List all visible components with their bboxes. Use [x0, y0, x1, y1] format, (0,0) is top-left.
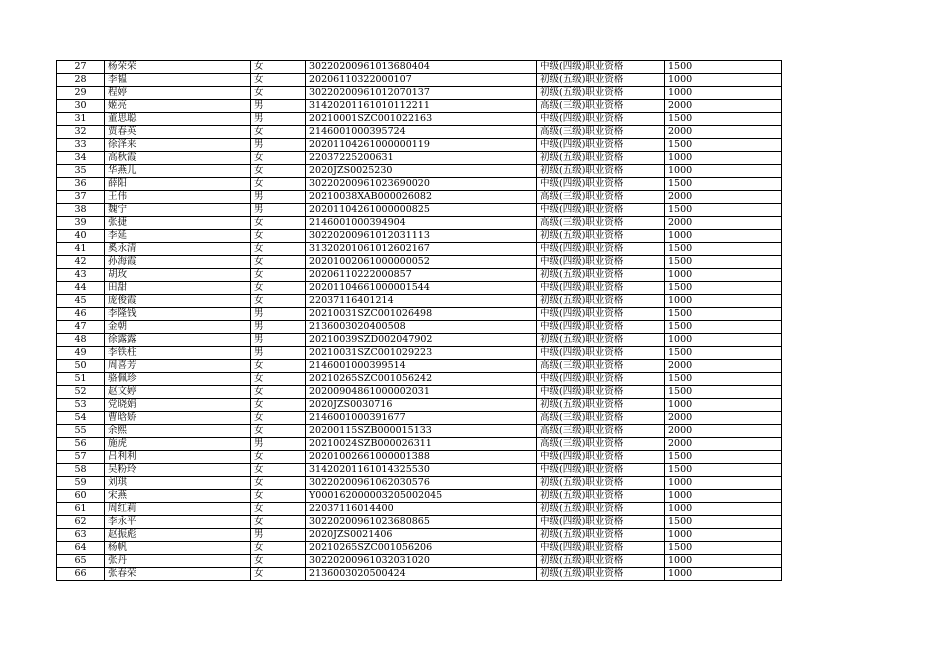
table-row [57, 282, 782, 295]
row-number-cell: 54 [57, 412, 105, 425]
qualification-level-cell: 初级(五级)职业资格 [537, 399, 665, 412]
table-row [57, 74, 782, 87]
amount-cell: 2000 [665, 412, 782, 425]
table-row [57, 308, 782, 321]
qualification-level-cell: 中级(四级)职业资格 [537, 282, 665, 295]
gender-cell: 女 [251, 230, 306, 243]
name-cell: 姬亮 [105, 100, 251, 113]
amount-cell: 1000 [665, 477, 782, 490]
gender-cell: 男 [251, 529, 306, 542]
table-row [57, 373, 782, 386]
name-cell: 高秋霞 [105, 152, 251, 165]
name-cell: 李韫 [105, 74, 251, 87]
qualification-level-cell: 中级(四级)职业资格 [537, 373, 665, 386]
amount-cell: 1500 [665, 243, 782, 256]
table-row [57, 542, 782, 555]
name-cell: 华燕儿 [105, 165, 251, 178]
table-row [57, 256, 782, 269]
amount-cell: 2000 [665, 191, 782, 204]
gender-cell: 男 [251, 308, 306, 321]
certificate-number-cell: 30220200961023690020 [306, 178, 537, 191]
qualification-level-cell: 初级(五级)职业资格 [537, 165, 665, 178]
amount-cell: 1500 [665, 256, 782, 269]
gender-cell: 女 [251, 152, 306, 165]
row-number-cell: 31 [57, 113, 105, 126]
gender-cell: 女 [251, 256, 306, 269]
certificate-number-cell: 20210024SZB000026311 [306, 438, 537, 451]
table-row [57, 269, 782, 282]
name-cell: 李隆钱 [105, 308, 251, 321]
name-cell: 董思聪 [105, 113, 251, 126]
table-row [57, 295, 782, 308]
table-row [57, 347, 782, 360]
certificate-number-cell: 31320201061012602167 [306, 243, 537, 256]
certificate-number-cell: 2020JZS0030716 [306, 399, 537, 412]
table-row [57, 230, 782, 243]
certificate-number-cell: 20201104261000000825 [306, 204, 537, 217]
name-cell: 施虎 [105, 438, 251, 451]
name-cell: 贾春英 [105, 126, 251, 139]
table-row [57, 87, 782, 100]
amount-cell: 2000 [665, 360, 782, 373]
gender-cell: 女 [251, 412, 306, 425]
qualification-level-cell: 初级(五级)职业资格 [537, 269, 665, 282]
amount-cell: 1500 [665, 282, 782, 295]
gender-cell: 男 [251, 191, 306, 204]
qualification-level-cell: 中级(四级)职业资格 [537, 464, 665, 477]
name-cell: 王伟 [105, 191, 251, 204]
row-number-cell: 44 [57, 282, 105, 295]
row-number-cell: 35 [57, 165, 105, 178]
table-body [57, 61, 782, 581]
qualification-level-cell: 高级(三级)职业资格 [537, 438, 665, 451]
amount-cell: 1000 [665, 490, 782, 503]
amount-cell: 1500 [665, 204, 782, 217]
qualification-level-cell: 初级(五级)职业资格 [537, 152, 665, 165]
qualification-level-cell: 中级(四级)职业资格 [537, 308, 665, 321]
certificate-number-cell: 20210265SZC001056206 [306, 542, 537, 555]
certificate-number-cell: 20200904861000002031 [306, 386, 537, 399]
gender-cell: 男 [251, 139, 306, 152]
name-cell: 李永平 [105, 516, 251, 529]
name-cell: 程婷 [105, 87, 251, 100]
name-cell: 宋燕 [105, 490, 251, 503]
name-cell: 杨荣荣 [105, 61, 251, 74]
amount-cell: 2000 [665, 217, 782, 230]
amount-cell: 1500 [665, 321, 782, 334]
table-row [57, 477, 782, 490]
amount-cell: 1500 [665, 516, 782, 529]
name-cell: 张丹 [105, 555, 251, 568]
certificate-number-cell: 20201002661000001388 [306, 451, 537, 464]
name-cell: 李延 [105, 230, 251, 243]
gender-cell: 女 [251, 464, 306, 477]
row-number-cell: 33 [57, 139, 105, 152]
gender-cell: 女 [251, 568, 306, 581]
table-row [57, 113, 782, 126]
certificate-number-cell: 22037116401214 [306, 295, 537, 308]
row-number-cell: 29 [57, 87, 105, 100]
table-row [57, 360, 782, 373]
qualification-level-cell: 中级(四级)职业资格 [537, 178, 665, 191]
qualification-level-cell: 高级(三级)职业资格 [537, 217, 665, 230]
certificate-number-cell: 20201002061000000052 [306, 256, 537, 269]
table-row [57, 165, 782, 178]
qualification-level-cell: 初级(五级)职业资格 [537, 555, 665, 568]
name-cell: 张捷 [105, 217, 251, 230]
name-cell: 吴粉玲 [105, 464, 251, 477]
amount-cell: 1500 [665, 542, 782, 555]
certificate-number-cell: 2146001000399514 [306, 360, 537, 373]
certificate-number-cell: 20206110222000857 [306, 269, 537, 282]
row-number-cell: 57 [57, 451, 105, 464]
certificate-number-cell: 20210001SZC001022163 [306, 113, 537, 126]
amount-cell: 1000 [665, 399, 782, 412]
certificate-number-cell: 30220200961012070137 [306, 87, 537, 100]
certificate-number-cell: 2146001000394904 [306, 217, 537, 230]
row-number-cell: 65 [57, 555, 105, 568]
certificate-number-cell: 30220200961023680865 [306, 516, 537, 529]
qualification-level-cell: 中级(四级)职业资格 [537, 451, 665, 464]
amount-cell: 1000 [665, 568, 782, 581]
certificate-number-cell: 20200115SZB000015133 [306, 425, 537, 438]
amount-cell: 1500 [665, 308, 782, 321]
table-row [57, 555, 782, 568]
table-row [57, 503, 782, 516]
row-number-cell: 63 [57, 529, 105, 542]
qualification-level-cell: 初级(五级)职业资格 [537, 87, 665, 100]
amount-cell: 1500 [665, 113, 782, 126]
table-row [57, 204, 782, 217]
row-number-cell: 46 [57, 308, 105, 321]
certificate-number-cell: 20210031SZC001026498 [306, 308, 537, 321]
name-cell: 孙海霞 [105, 256, 251, 269]
amount-cell: 1000 [665, 503, 782, 516]
certificate-number-cell: 20201104661000001544 [306, 282, 537, 295]
table-row [57, 399, 782, 412]
row-number-cell: 41 [57, 243, 105, 256]
amount-cell: 1000 [665, 165, 782, 178]
certificate-number-cell: 20210031SZC001029223 [306, 347, 537, 360]
name-cell: 骆佩珍 [105, 373, 251, 386]
amount-cell: 1000 [665, 152, 782, 165]
certificate-number-cell: Y000162000003205002045 [306, 490, 537, 503]
qualification-level-cell: 高级(三级)职业资格 [537, 191, 665, 204]
row-number-cell: 43 [57, 269, 105, 282]
row-number-cell: 30 [57, 100, 105, 113]
row-number-cell: 48 [57, 334, 105, 347]
gender-cell: 女 [251, 178, 306, 191]
qualification-level-cell: 高级(三级)职业资格 [537, 412, 665, 425]
certificate-number-cell: 30220200961062030576 [306, 477, 537, 490]
gender-cell: 男 [251, 204, 306, 217]
name-cell: 胡玫 [105, 269, 251, 282]
gender-cell: 女 [251, 503, 306, 516]
qualification-level-cell: 初级(五级)职业资格 [537, 295, 665, 308]
table-row [57, 243, 782, 256]
row-number-cell: 38 [57, 204, 105, 217]
table-row [57, 568, 782, 581]
qualification-level-cell: 初级(五级)职业资格 [537, 230, 665, 243]
table-row [57, 100, 782, 113]
gender-cell: 女 [251, 282, 306, 295]
certificate-number-cell: 20201104261000000119 [306, 139, 537, 152]
amount-cell: 2000 [665, 100, 782, 113]
qualification-level-cell: 高级(三级)职业资格 [537, 425, 665, 438]
name-cell: 吕利利 [105, 451, 251, 464]
certificate-number-cell: 2146001000391677 [306, 412, 537, 425]
gender-cell: 女 [251, 269, 306, 282]
amount-cell: 2000 [665, 438, 782, 451]
qualification-level-cell: 初级(五级)职业资格 [537, 529, 665, 542]
row-number-cell: 40 [57, 230, 105, 243]
amount-cell: 1500 [665, 61, 782, 74]
table-row [57, 334, 782, 347]
gender-cell: 女 [251, 451, 306, 464]
row-number-cell: 51 [57, 373, 105, 386]
qualification-level-cell: 中级(四级)职业资格 [537, 61, 665, 74]
qualification-level-cell: 中级(四级)职业资格 [537, 113, 665, 126]
name-cell: 党晓娟 [105, 399, 251, 412]
amount-cell: 1000 [665, 295, 782, 308]
row-number-cell: 60 [57, 490, 105, 503]
name-cell: 周喜芳 [105, 360, 251, 373]
certificate-number-cell: 31420201161014325530 [306, 464, 537, 477]
amount-cell: 1500 [665, 347, 782, 360]
gender-cell: 女 [251, 542, 306, 555]
table-row [57, 529, 782, 542]
gender-cell: 女 [251, 61, 306, 74]
row-number-cell: 37 [57, 191, 105, 204]
amount-cell: 1500 [665, 139, 782, 152]
name-cell: 金朝 [105, 321, 251, 334]
qualification-level-cell: 初级(五级)职业资格 [537, 477, 665, 490]
name-cell: 李铁柱 [105, 347, 251, 360]
qualification-level-cell: 中级(四级)职业资格 [537, 139, 665, 152]
amount-cell: 1500 [665, 386, 782, 399]
gender-cell: 女 [251, 425, 306, 438]
table-row [57, 438, 782, 451]
name-cell: 曹晗娇 [105, 412, 251, 425]
row-number-cell: 50 [57, 360, 105, 373]
certificate-number-cell: 2020JZS0025230 [306, 165, 537, 178]
qualification-level-cell: 中级(四级)职业资格 [537, 542, 665, 555]
amount-cell: 2000 [665, 126, 782, 139]
amount-cell: 1000 [665, 230, 782, 243]
name-cell: 庞俊霞 [105, 295, 251, 308]
name-cell: 周红莉 [105, 503, 251, 516]
certificate-number-cell: 30220200961032031020 [306, 555, 537, 568]
certificate-number-cell: 22037225200631 [306, 152, 537, 165]
certificate-number-cell: 20210039SZD002047902 [306, 334, 537, 347]
table-row [57, 152, 782, 165]
gender-cell: 女 [251, 555, 306, 568]
name-cell: 赵文婷 [105, 386, 251, 399]
row-number-cell: 39 [57, 217, 105, 230]
table-row [57, 217, 782, 230]
gender-cell: 女 [251, 490, 306, 503]
amount-cell: 1500 [665, 178, 782, 191]
qualification-level-cell: 高级(三级)职业资格 [537, 126, 665, 139]
gender-cell: 女 [251, 386, 306, 399]
row-number-cell: 53 [57, 399, 105, 412]
row-number-cell: 56 [57, 438, 105, 451]
row-number-cell: 28 [57, 74, 105, 87]
name-cell: 奚永清 [105, 243, 251, 256]
name-cell: 杨帆 [105, 542, 251, 555]
row-number-cell: 55 [57, 425, 105, 438]
subsidy-table [56, 60, 782, 581]
certificate-number-cell: 20210038XAB000026082 [306, 191, 537, 204]
row-number-cell: 59 [57, 477, 105, 490]
name-cell: 刘琪 [105, 477, 251, 490]
row-number-cell: 49 [57, 347, 105, 360]
gender-cell: 女 [251, 516, 306, 529]
row-number-cell: 32 [57, 126, 105, 139]
gender-cell: 女 [251, 126, 306, 139]
amount-cell: 1500 [665, 373, 782, 386]
qualification-level-cell: 初级(五级)职业资格 [537, 490, 665, 503]
certificate-number-cell: 2020JZS0021406 [306, 529, 537, 542]
amount-cell: 2000 [665, 425, 782, 438]
row-number-cell: 61 [57, 503, 105, 516]
gender-cell: 女 [251, 295, 306, 308]
certificate-number-cell: 31420201161010112211 [306, 100, 537, 113]
qualification-level-cell: 中级(四级)职业资格 [537, 256, 665, 269]
name-cell: 赵振彪 [105, 529, 251, 542]
row-number-cell: 27 [57, 61, 105, 74]
certificate-number-cell: 2136003020400508 [306, 321, 537, 334]
gender-cell: 女 [251, 217, 306, 230]
qualification-level-cell: 中级(四级)职业资格 [537, 347, 665, 360]
qualification-level-cell: 中级(四级)职业资格 [537, 386, 665, 399]
qualification-level-cell: 中级(四级)职业资格 [537, 204, 665, 217]
amount-cell: 1000 [665, 529, 782, 542]
table-row [57, 412, 782, 425]
certificate-number-cell: 20210265SZC001056242 [306, 373, 537, 386]
name-cell: 田甜 [105, 282, 251, 295]
gender-cell: 男 [251, 100, 306, 113]
table-row [57, 516, 782, 529]
row-number-cell: 66 [57, 568, 105, 581]
table-row [57, 386, 782, 399]
qualification-level-cell: 初级(五级)职业资格 [537, 74, 665, 87]
gender-cell: 女 [251, 74, 306, 87]
gender-cell: 女 [251, 360, 306, 373]
qualification-level-cell: 初级(五级)职业资格 [537, 334, 665, 347]
gender-cell: 男 [251, 321, 306, 334]
table-row [57, 61, 782, 74]
row-number-cell: 52 [57, 386, 105, 399]
gender-cell: 男 [251, 438, 306, 451]
table-row [57, 139, 782, 152]
table-row [57, 490, 782, 503]
gender-cell: 男 [251, 347, 306, 360]
qualification-level-cell: 初级(五级)职业资格 [537, 503, 665, 516]
table-row [57, 464, 782, 477]
table-row [57, 321, 782, 334]
row-number-cell: 34 [57, 152, 105, 165]
certificate-number-cell: 20206110322000107 [306, 74, 537, 87]
gender-cell: 女 [251, 87, 306, 100]
certificate-number-cell: 30220200961013680404 [306, 61, 537, 74]
table-row [57, 451, 782, 464]
name-cell: 薛阳 [105, 178, 251, 191]
qualification-level-cell: 高级(三级)职业资格 [537, 100, 665, 113]
row-number-cell: 58 [57, 464, 105, 477]
gender-cell: 男 [251, 113, 306, 126]
gender-cell: 女 [251, 243, 306, 256]
amount-cell: 1000 [665, 269, 782, 282]
table-row [57, 425, 782, 438]
row-number-cell: 64 [57, 542, 105, 555]
row-number-cell: 62 [57, 516, 105, 529]
gender-cell: 男 [251, 334, 306, 347]
name-cell: 魏宁 [105, 204, 251, 217]
table-row [57, 191, 782, 204]
amount-cell: 1000 [665, 87, 782, 100]
name-cell: 徐露露 [105, 334, 251, 347]
qualification-level-cell: 中级(四级)职业资格 [537, 243, 665, 256]
amount-cell: 1500 [665, 451, 782, 464]
table-row [57, 178, 782, 191]
table-row [57, 126, 782, 139]
qualification-level-cell: 中级(四级)职业资格 [537, 321, 665, 334]
gender-cell: 女 [251, 477, 306, 490]
qualification-level-cell: 中级(四级)职业资格 [537, 516, 665, 529]
row-number-cell: 47 [57, 321, 105, 334]
certificate-number-cell: 30220200961012031113 [306, 230, 537, 243]
name-cell: 余熙 [105, 425, 251, 438]
row-number-cell: 36 [57, 178, 105, 191]
certificate-number-cell: 2136003020500424 [306, 568, 537, 581]
amount-cell: 1000 [665, 74, 782, 87]
amount-cell: 1000 [665, 555, 782, 568]
gender-cell: 女 [251, 373, 306, 386]
amount-cell: 1500 [665, 464, 782, 477]
certificate-number-cell: 2146001000395724 [306, 126, 537, 139]
certificate-number-cell: 22037116014400 [306, 503, 537, 516]
gender-cell: 女 [251, 399, 306, 412]
row-number-cell: 45 [57, 295, 105, 308]
qualification-level-cell: 初级(五级)职业资格 [537, 568, 665, 581]
name-cell: 张春荣 [105, 568, 251, 581]
amount-cell: 1000 [665, 334, 782, 347]
row-number-cell: 42 [57, 256, 105, 269]
name-cell: 徐泽来 [105, 139, 251, 152]
gender-cell: 女 [251, 165, 306, 178]
qualification-level-cell: 高级(三级)职业资格 [537, 360, 665, 373]
